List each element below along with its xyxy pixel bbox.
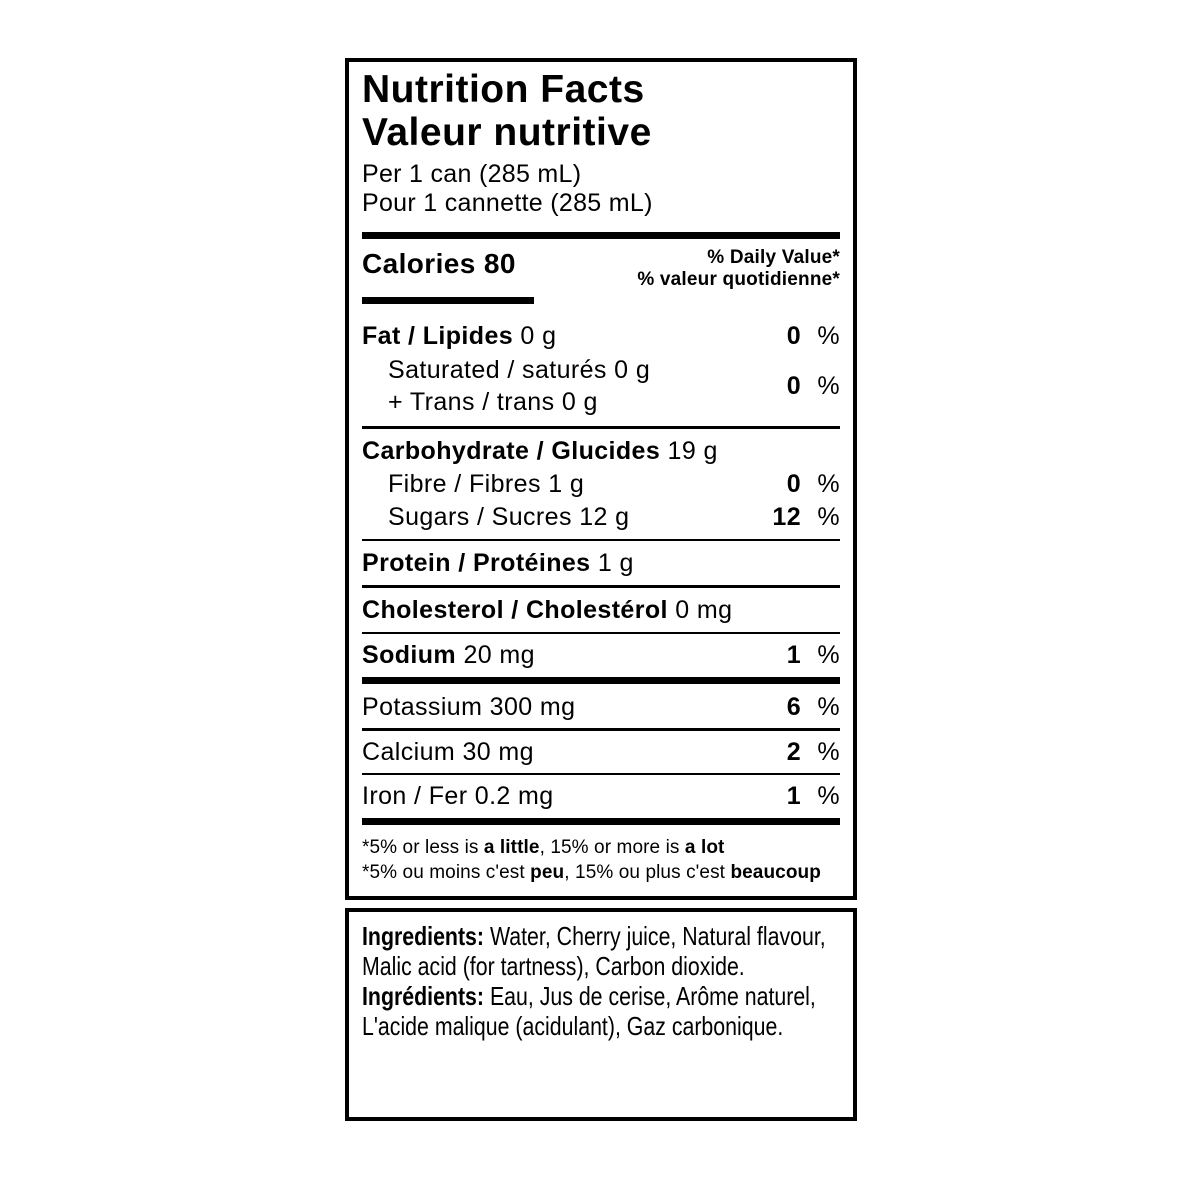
- sugars-daily-value: 12 %: [772, 502, 840, 531]
- cholesterol-label: Cholesterol / Cholestérol 0 mg: [362, 595, 733, 624]
- iron-label: Iron / Fer 0.2 mg: [362, 782, 554, 810]
- divider-thick-after-sodium: [362, 677, 840, 684]
- saturated-trans-label: [362, 354, 650, 418]
- nutrient-row-iron: [362, 782, 840, 810]
- sodium-daily-value: 1 %: [786, 641, 840, 669]
- daily-value-footnote-en: *5% or less is a little, 15% or more is a lot: [362, 837, 725, 858]
- fibre-daily-value: 0 %: [786, 469, 840, 498]
- daily-value-header-en: % Daily Value*: [707, 247, 840, 268]
- fat-daily-value: 0 %: [786, 322, 840, 350]
- calcium-label: Calcium 30 mg: [362, 737, 534, 766]
- divider-after-sugars: [362, 539, 840, 542]
- nutrient-row-carbohydrate: [362, 437, 840, 465]
- calories-row: [362, 247, 840, 291]
- iron-daily-value: 1 %: [786, 782, 840, 810]
- saturated-line: Saturated / saturés 0 g: [388, 356, 651, 384]
- daily-value-header-fr: % valeur quotidienne*: [637, 269, 840, 290]
- calories-underline: [362, 297, 534, 304]
- nutrient-row-protein: [362, 549, 840, 577]
- nutrient-row-fat: [362, 322, 840, 350]
- calcium-daily-value: 2 %: [786, 737, 840, 766]
- potassium-daily-value: 6 %: [786, 693, 840, 721]
- protein-label: Protein / Protéines 1 g: [362, 549, 634, 577]
- divider-thick-after-iron: [362, 818, 840, 825]
- calories-value: 80: [483, 248, 516, 279]
- divider-after-calcium: [362, 773, 840, 776]
- fat-name: Fat / Lipides: [362, 322, 514, 350]
- calories-word: Calories: [362, 248, 476, 279]
- ingredients-list-en: Water, Cherry juice, Natural flavour, Malic acid (for tartness), Carbon dioxide.: [362, 921, 826, 981]
- divider-after-potassium: [362, 728, 840, 731]
- nutrient-row-sugars: [362, 503, 840, 531]
- nutrient-row-calcium: [362, 738, 840, 766]
- nutrient-row-cholesterol: [362, 596, 840, 624]
- ingredients-panel: [345, 908, 857, 1121]
- nutrition-facts-panel: [345, 58, 857, 900]
- trans-line: + Trans / trans 0 g: [388, 388, 598, 416]
- divider-after-cholesterol: [362, 632, 840, 635]
- nutrient-row-saturated-trans: [362, 354, 840, 418]
- divider-after-protein: [362, 585, 840, 588]
- ingredients-text: [362, 921, 840, 1041]
- fibre-label: Fibre / Fibres 1 g: [388, 469, 585, 498]
- divider-after-fat: [362, 426, 840, 429]
- divider-thick-header: [362, 232, 840, 239]
- ingredients-label-fr: Ingrédients:: [362, 981, 485, 1011]
- saturated-trans-daily-value: 0 %: [786, 372, 840, 400]
- serving-size-fr: Pour 1 cannette (285 mL): [362, 189, 653, 217]
- daily-value-footnote-fr: *5% ou moins c'est peu, 15% ou plus c'est beaucoup: [362, 862, 821, 883]
- potassium-label: Potassium 300 mg: [362, 693, 576, 721]
- ingredients-label-en: Ingredients:: [362, 921, 485, 951]
- calories-label: [362, 247, 516, 281]
- title-fr: Valeur nutritive: [362, 111, 652, 154]
- nutrient-row-sodium: [362, 641, 840, 669]
- nutrient-row-fibre: [362, 470, 840, 498]
- ingredients-list-fr: Eau, Jus de cerise, Arôme naturel, L'acide malique (acidulant), Gaz carbonique.: [362, 981, 816, 1041]
- serving-size-en: Per 1 can (285 mL): [362, 160, 582, 188]
- daily-value-header: [637, 247, 840, 291]
- fat-label: [362, 322, 556, 350]
- sodium-label: Sodium 20 mg: [362, 641, 535, 669]
- fat-amount: 0 g: [520, 322, 557, 350]
- carbohydrate-label: Carbohydrate / Glucides 19 g: [362, 436, 718, 465]
- nutrient-row-potassium: [362, 693, 840, 721]
- sugars-label: Sugars / Sucres 12 g: [388, 502, 630, 531]
- title-en: Nutrition Facts: [362, 68, 645, 111]
